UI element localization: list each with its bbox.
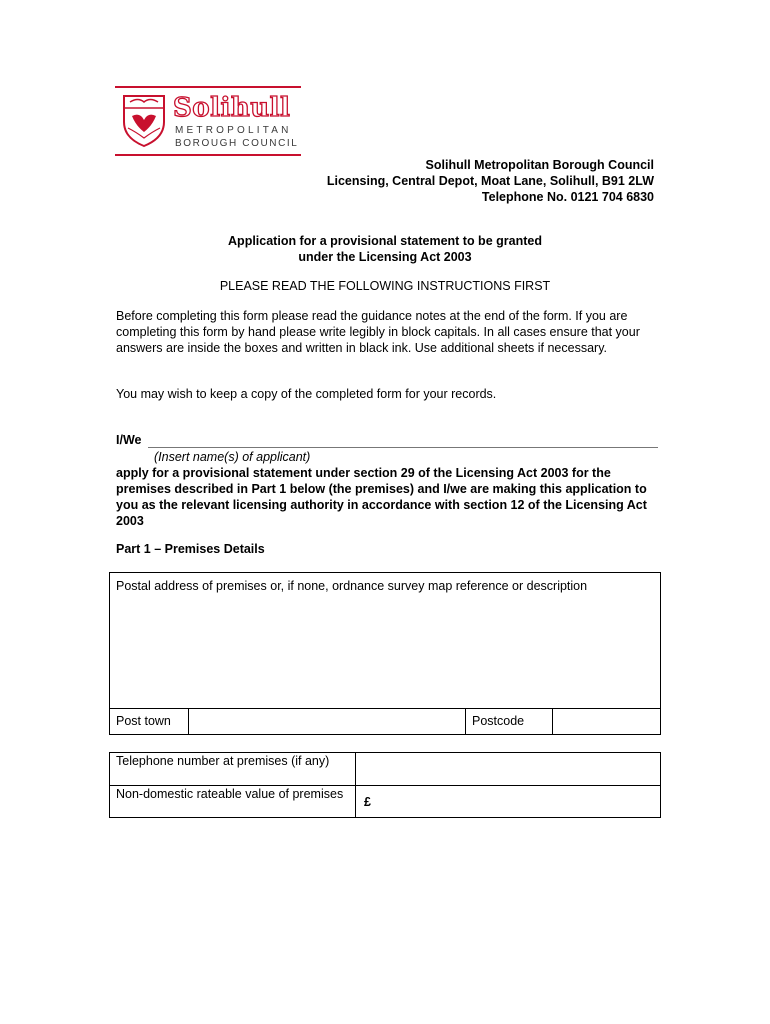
post-town-label: Post town <box>116 714 171 728</box>
rateable-value-row <box>110 785 660 818</box>
logo-top-rule <box>115 86 301 88</box>
telephone-row <box>110 753 660 785</box>
premises-details-table <box>109 752 661 818</box>
form-title-line-1: Application for a provisional statement to be granted <box>228 234 542 248</box>
postcode-field[interactable] <box>552 708 661 734</box>
telephone-label: Telephone number at premises (if any) <box>116 754 330 768</box>
applicant-hint: (Insert name(s) of applicant) <box>154 450 311 464</box>
premises-address-box[interactable] <box>109 572 661 709</box>
brand-name: Solihull <box>173 93 291 123</box>
applicant-label: I/We <box>116 433 142 447</box>
instructions-paragraph: Before completing this form please read the guidance notes at the end of the form. If you are completing this form by hand please write legibly in block capitals. In all cases ensure that your answers are inside the boxes and written in black ink. Use additional sheets if necessary. <box>116 309 640 355</box>
rateable-value-label: Non-domestic rateable value of premises <box>116 787 344 801</box>
crest-icon <box>118 92 170 148</box>
logo-bottom-rule <box>115 154 301 156</box>
rateable-value-field[interactable] <box>355 786 661 818</box>
address-line-1: Solihull Metropolitan Borough Council <box>425 158 654 172</box>
address-line-3: Telephone No. 0121 704 6830 <box>481 190 654 204</box>
address-line-2: Licensing, Central Depot, Moat Lane, Solihull, B91 2LW <box>326 174 654 188</box>
pound-sign: £ <box>364 795 371 809</box>
application-statement: apply for a provisional statement under section 29 of the Licensing Act 2003 for the premises described in Part 1 below (the premises) and I/we are making this application to you as the relevant licensing authority in accordance with section 12 of the Licensing Act 2003 <box>116 466 647 528</box>
post-town-row <box>109 708 661 735</box>
council-address <box>327 157 654 205</box>
council-logo <box>115 86 303 156</box>
applicant-name-field[interactable] <box>148 447 658 448</box>
postcode-label: Postcode <box>472 714 525 728</box>
brand-borough-council: BOROUGH COUNCIL <box>175 138 299 149</box>
form-title <box>0 233 770 265</box>
instructions-heading: PLEASE READ THE FOLLOWING INSTRUCTIONS FIRST <box>219 279 551 293</box>
post-town-field[interactable] <box>188 708 466 734</box>
telephone-field[interactable] <box>355 753 661 785</box>
part1-heading: Part 1 – Premises Details <box>116 542 265 556</box>
records-paragraph: You may wish to keep a copy of the completed form for your records. <box>116 387 497 401</box>
brand-metropolitan: METROPOLITAN <box>175 125 292 136</box>
form-title-line-2: under the Licensing Act 2003 <box>298 250 472 264</box>
premises-address-label: Postal address of premises or, if none, ordnance survey map reference or description <box>116 579 588 593</box>
